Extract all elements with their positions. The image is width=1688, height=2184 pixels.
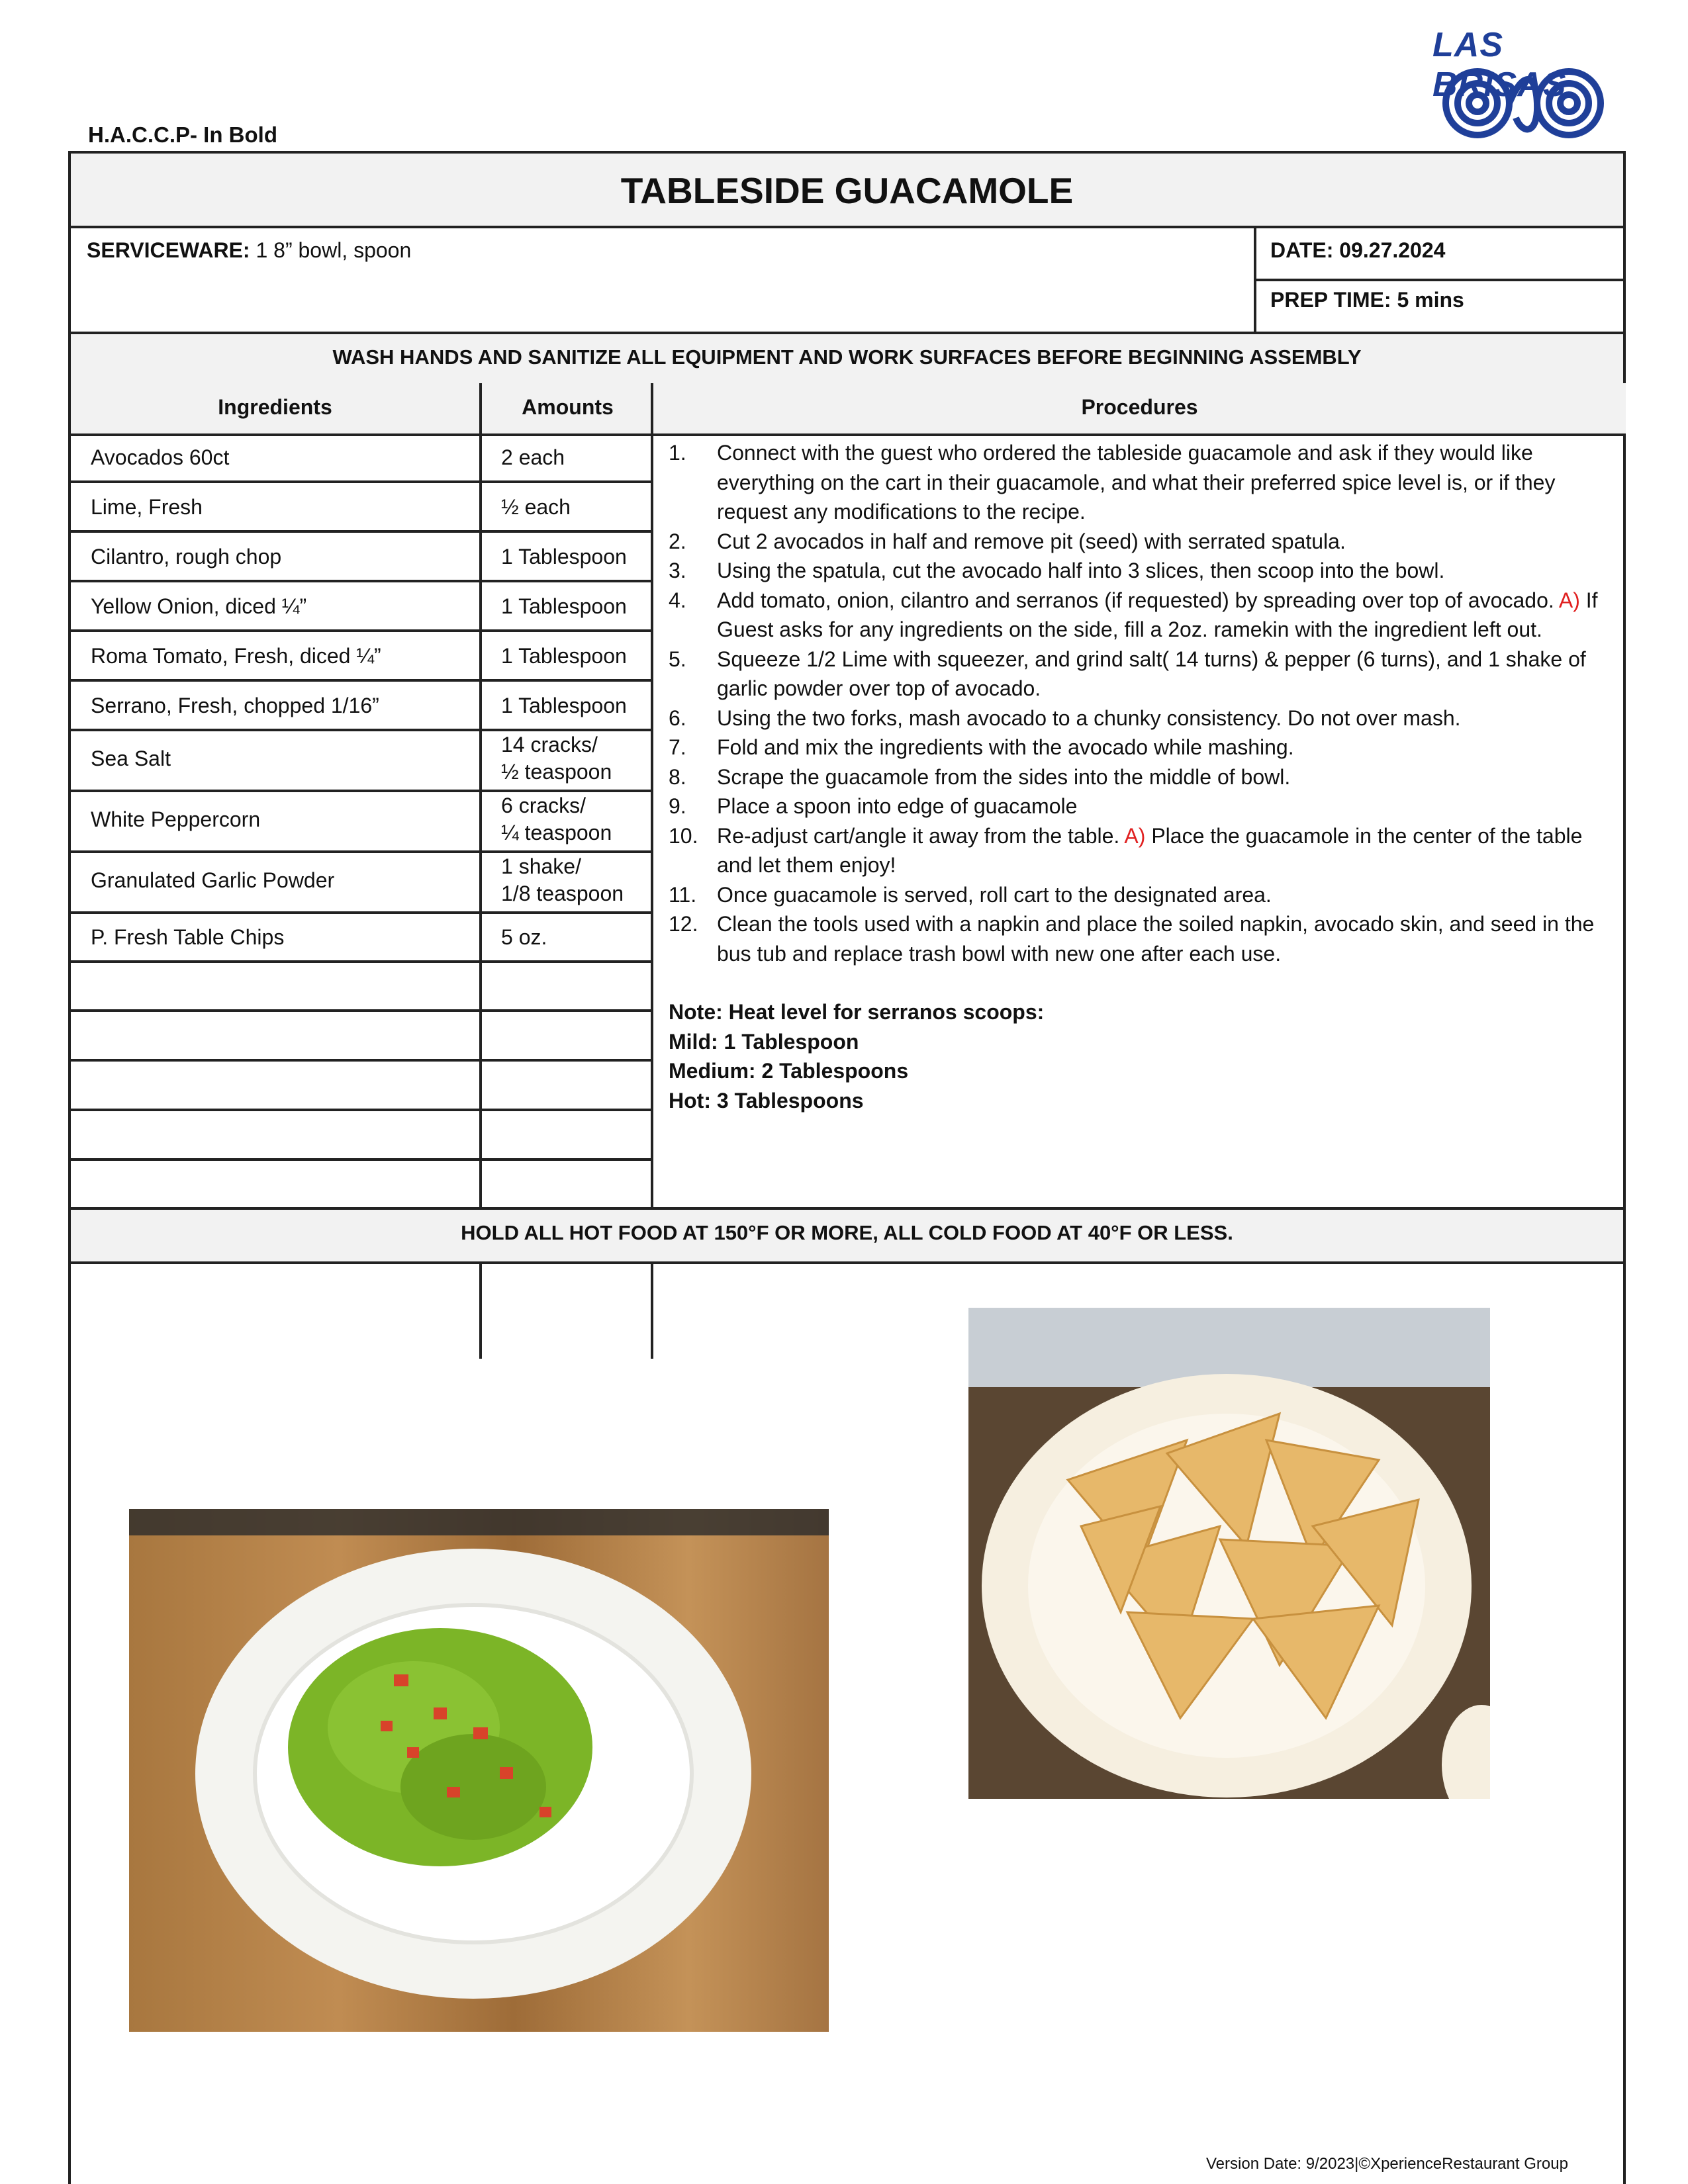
- ingredient-amount: 1 Tablespoon: [501, 694, 627, 717]
- ingredient-amount: [501, 792, 612, 846]
- procedure-step: 11. Once guacamole is served, roll cart to the designated area.: [669, 882, 1272, 907]
- ingredient-amount-line: ¼ teaspoon: [501, 821, 612, 844]
- note-mild: Mild: 1 Tablespoon: [669, 1029, 859, 1054]
- ingredient-name: Sea Salt: [91, 747, 171, 770]
- divider: [71, 679, 651, 682]
- ingredient-amount: [501, 731, 612, 786]
- ingredient-amount-line: 14 cracks/: [501, 733, 598, 756]
- recipe-date: DATE: 09.27.2024: [1270, 238, 1446, 262]
- ingredient-amount-line: 6 cracks/: [501, 794, 586, 817]
- ingredient-name: Serrano, Fresh, chopped 1/16”: [91, 694, 379, 717]
- recipe-title: TABLESIDE GUACAMOLE: [71, 154, 1623, 228]
- divider: [71, 629, 651, 632]
- ingredient-amount-line: 1/8 teaspoon: [501, 882, 624, 905]
- ingredient-amount: ½ each: [501, 495, 571, 519]
- ingredient-name: Cilantro, rough chop: [91, 545, 282, 569]
- procedure-step: 4. Add tomato, onion, cilantro and serranos (if requested) by spreading over top of avocado. A) If Guest asks for any ingredients on the side, fill a 2oz. ramekin with the ingredient left out.: [669, 588, 1598, 641]
- divider: [71, 1109, 651, 1111]
- procedures-list: [669, 438, 1609, 1115]
- procedure-step: 8. Scrape the guacamole from the sides into the middle of bowl.: [669, 764, 1291, 789]
- divider: [71, 1009, 651, 1012]
- procedures-header: Procedures: [651, 383, 1626, 436]
- ingredient-name: Lime, Fresh: [91, 495, 203, 519]
- procedure-step: 6. Using the two forks, mash avocado to a chunky consistency. Do not over mash.: [669, 705, 1461, 730]
- ingredient-name: Roma Tomato, Fresh, diced ¼”: [91, 644, 381, 668]
- logo-text: LAS BRISAS: [1432, 26, 1567, 104]
- serviceware-value: 1 8” bowl, spoon: [250, 238, 412, 262]
- procedure-step: 9. Place a spoon into edge of guacamole: [669, 794, 1078, 818]
- divider: [71, 480, 651, 483]
- divider: [71, 580, 651, 582]
- hold-notice: HOLD ALL HOT FOOD AT 150°F OR MORE, ALL COLD FOOD AT 40°F OR LESS.: [71, 1207, 1623, 1264]
- ingredient-amount: 1 Tablespoon: [501, 545, 627, 569]
- note-hot: Hot: 3 Tablespoons: [669, 1088, 864, 1113]
- recipe-card: [68, 151, 1626, 2184]
- chips-image: [968, 1308, 1490, 1799]
- divider: [71, 1059, 651, 1062]
- serviceware-label: SERVICEWARE:: [87, 238, 250, 262]
- ingredient-name: Yellow Onion, diced ¼”: [91, 594, 307, 618]
- ingredient-amount: 2 each: [501, 445, 565, 469]
- ingredient-name: P. Fresh Table Chips: [91, 925, 285, 949]
- chips-photo: [968, 1308, 1490, 1799]
- ingredient-amount: 5 oz.: [501, 925, 547, 949]
- divider: [1254, 279, 1623, 281]
- divider: [71, 911, 651, 914]
- ingredient-amount: 1 Tablespoon: [501, 644, 627, 668]
- procedure-step: 3. Using the spatula, cut the avocado half into 3 slices, then scoop into the bowl.: [669, 559, 1445, 582]
- procedure-step: 10. Re-adjust cart/angle it away from the table. A) Place the guacamole in the center of the table and let them enjoy!: [669, 823, 1583, 877]
- divider: [71, 960, 651, 963]
- divider: [71, 530, 651, 533]
- wash-notice: WASH HANDS AND SANITIZE ALL EQUIPMENT AND WORK SURFACES BEFORE BEGINNING ASSEMBLY: [71, 332, 1623, 388]
- option-marker: A): [1124, 823, 1146, 848]
- note-medium: Medium: 2 Tablespoons: [669, 1059, 909, 1083]
- amounts-header: Amounts: [479, 383, 653, 436]
- procedure-step: 2. Cut 2 avocados in half and remove pit (seed) with serrated spatula.: [669, 529, 1346, 553]
- guacamole-photo: [129, 1509, 829, 2032]
- version-footer: Version Date: 9/2023|©XperienceRestaurant Group: [1206, 2155, 1568, 2173]
- ingredient-amount-line: 1 shake/: [501, 854, 581, 878]
- ingredient-amount: [501, 853, 624, 907]
- haccp-label: H.A.C.C.P- In Bold: [88, 122, 277, 147]
- procedure-step: 1. Connect with the guest who ordered the tableside guacamole and ask if they would like everything on the cart in their guacamole, and what their preferred spice level is, or if they request any modifications to the recipe.: [669, 441, 1556, 523]
- las-brisas-logo: [1423, 25, 1628, 144]
- guacamole-image: [129, 1509, 829, 2032]
- ingredient-amount-line: ½ teaspoon: [501, 760, 612, 784]
- ingredient-name: Granulated Garlic Powder: [91, 868, 335, 892]
- option-marker: A): [1558, 588, 1580, 612]
- ingredients-header: Ingredients: [71, 383, 479, 436]
- procedure-step: 12. Clean the tools used with a napkin and place the soiled napkin, avocado skin, and seed in the bus tub and replace trash bowl with new one after each use.: [669, 912, 1595, 966]
- wave-logo-icon: [1423, 25, 1628, 144]
- divider: [71, 1158, 651, 1161]
- note-title: Note: Heat level for serranos scoops:: [669, 1000, 1045, 1024]
- serviceware: [87, 238, 411, 263]
- procedure-step: 7. Fold and mix the ingredients with the avocado while mashing.: [669, 735, 1294, 759]
- prep-time: PREP TIME: 5 mins: [1270, 288, 1464, 312]
- procedure-step: 5. Squeeze 1/2 Lime with squeezer, and grind salt( 14 turns) & pepper (6 turns), and 1 shake of garlic powder over top of avocado.: [669, 647, 1586, 700]
- ingredient-name: Avocados 60ct: [91, 445, 230, 469]
- ingredient-amount: 1 Tablespoon: [501, 594, 627, 618]
- ingredient-name: White Peppercorn: [91, 807, 261, 831]
- divider: [1254, 228, 1256, 334]
